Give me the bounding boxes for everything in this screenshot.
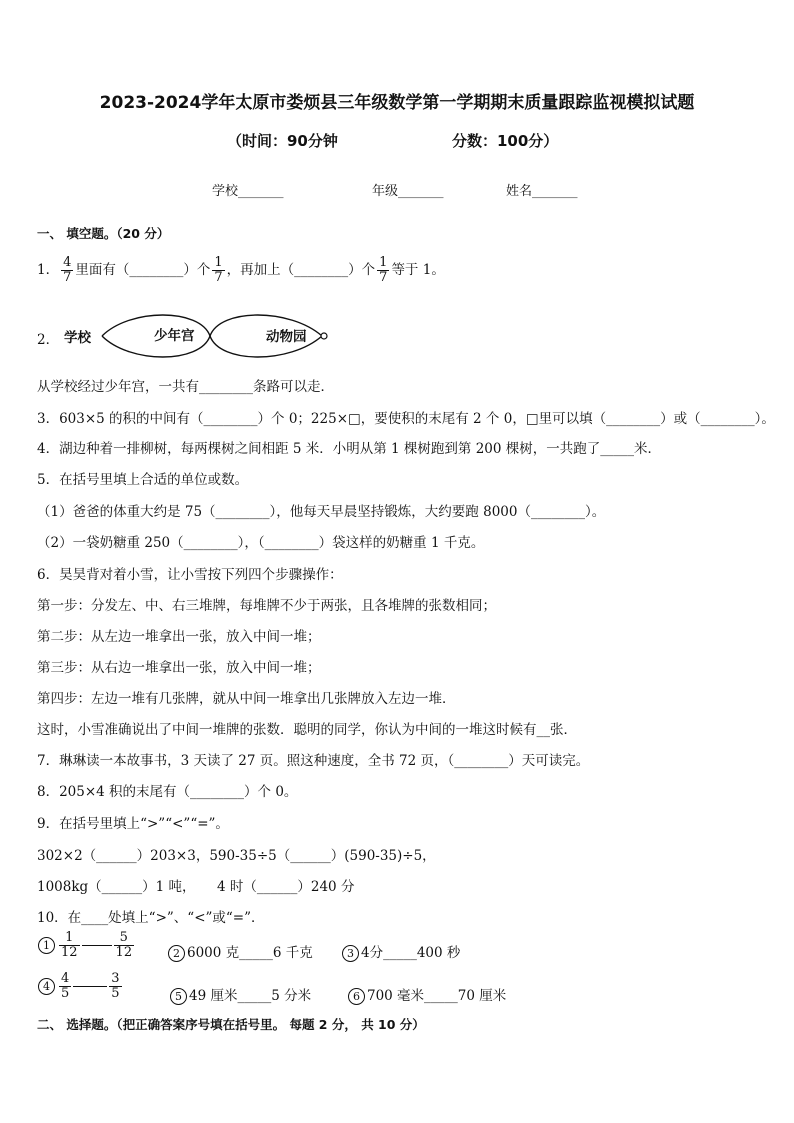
route-diagram bbox=[60, 314, 350, 358]
question-6-step4: 第四步：左边一堆有几张牌，就从中间一堆拿出几张牌放入左边一堆． bbox=[37, 691, 456, 707]
question-6: 6．昊昊背对着小雪，让小雪按下列四个步骤操作： bbox=[37, 567, 343, 583]
question-6-step1: 第一步：分发左、中、右三堆牌，每堆牌不少于两张，且各堆牌的张数相同； bbox=[37, 598, 496, 614]
question-2-number: 2． bbox=[37, 332, 60, 348]
question-5: 5．在括号里填上合适的单位或数。 bbox=[37, 472, 249, 488]
question-6-step3: 第三步：从右边一堆拿出一张，放入中间一堆； bbox=[37, 660, 321, 676]
q10-item-6: 6 700 毫米_____70 厘米 bbox=[348, 984, 506, 1005]
question-3: 3．603×5 的积的中间有（________）个 0；225×□，要使积的末尾有 2 个 0，□里可以填（________）或（________）。 bbox=[37, 411, 775, 427]
fraction: $\frac{4}{7}$ bbox=[63, 255, 72, 285]
question-6-step2: 第二步：从左边一堆拿出一张，放入中间一堆； bbox=[37, 629, 321, 645]
fraction: $\frac{1}{7}$ bbox=[214, 255, 223, 285]
section1-title: 一、 填空题。（20 分） bbox=[37, 226, 170, 241]
question-9-row2a: 1008kg（______）1 吨， bbox=[37, 879, 196, 895]
question-9-row2b: 4 时（______）240 分 bbox=[217, 879, 355, 895]
question-8: 8．205×4 积的末尾有（________）个 0。 bbox=[37, 784, 298, 800]
question-7: 7．琳琳读一本故事书，3 天读了 27 页。照这种速度，全书 72 页，（________）天可读完。 bbox=[37, 753, 590, 769]
question-9: 9．在括号里填上“>”“<”“=”。 bbox=[37, 816, 229, 832]
question-9-row1: 302×2（______）203×3，590-35÷5（______）(590-35)÷5， bbox=[37, 848, 436, 864]
name-field: 姓名_______ bbox=[506, 184, 578, 199]
q10-item-5: 5 49 厘米_____5 分米 bbox=[170, 984, 311, 1005]
q10-item-1: 1 $\frac{1}{12}$ $\frac{5}{12}$ bbox=[38, 931, 136, 960]
fraction: $\frac{1}{7}$ bbox=[379, 255, 388, 285]
question-10: 10．在____处填上“>”、“<”或“=”． bbox=[37, 910, 265, 926]
school-label: 学校 bbox=[64, 330, 91, 346]
question-2-text: 从学校经过少年宫，一共有________条路可以走． bbox=[37, 379, 334, 395]
school-field: 学校_______ bbox=[212, 184, 284, 199]
zoo-label: 动物园 bbox=[266, 329, 307, 345]
section2-title: 二、 选择题。（把正确答案序号填在括号里。 每题 2 分， 共 10 分） bbox=[37, 1017, 425, 1032]
q10-item-2: 2 6000 克_____6 千克 bbox=[168, 941, 313, 962]
grade-field: 年级_______ bbox=[372, 184, 444, 199]
q10-item-3: 3 4分_____400 秒 bbox=[342, 941, 460, 962]
youth-palace-label: 少年宫 bbox=[154, 328, 195, 344]
question-6-end: 这时，小雪准确说出了中间一堆牌的张数．聪明的同学，你认为中间的一堆这时候有__张． bbox=[37, 722, 577, 738]
question-4: 4．湖边种着一排柳树，每两棵树之间相距 5 米．小明从第 1 棵树跑到第 200 棵树，一共跑了_____米． bbox=[37, 441, 662, 457]
exam-time: （时间：90分钟 bbox=[227, 132, 338, 150]
exam-title: 2023-2024学年太原市娄烦县三年级数学第一学期期末质量跟踪监视模拟试题 bbox=[99, 93, 695, 113]
q10-item-4: 4 $\frac{4}{5}$ $\frac{3}{5}$ bbox=[38, 972, 124, 1001]
question-5-1: （1）爸爸的体重大约是 75（________），他每天早晨坚持锻炼，大约要跑 8000（________）。 bbox=[37, 504, 606, 520]
question-1: 1． $\frac{4}{7}$ 里面有（________）个 $\frac{1}{7}$ ，再加上（________）个 $\frac{1}{7}$ 等于 1。 bbox=[37, 255, 445, 285]
question-5-2: （2）一袋奶糖重 250（________），（________）袋这样的奶糖重 1 千克。 bbox=[37, 535, 485, 551]
exam-score: 分数：100分） bbox=[452, 132, 559, 150]
